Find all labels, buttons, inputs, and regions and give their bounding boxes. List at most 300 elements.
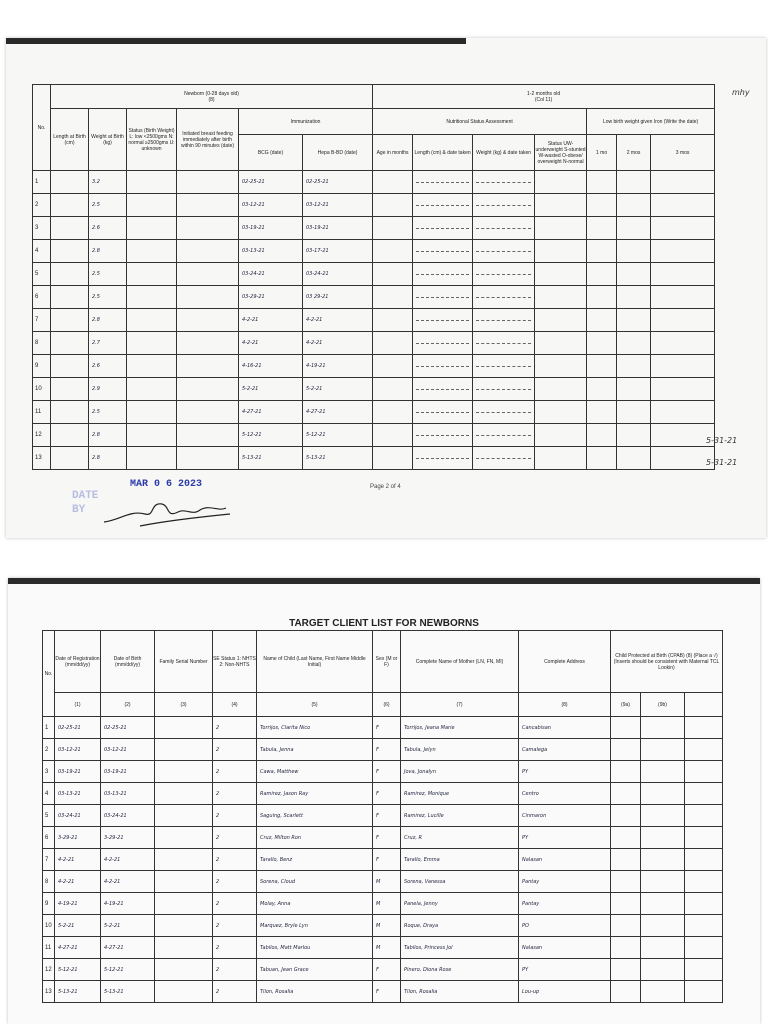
bcg-cell: 03-24-21: [239, 263, 303, 286]
breastfeeding-cell: [177, 332, 239, 355]
row-number: 8: [43, 871, 55, 893]
mo3-cell: [651, 286, 715, 309]
se-status-cell: 2: [213, 871, 257, 893]
cpab-total-cell: [685, 849, 723, 871]
row-number: 13: [43, 981, 55, 1003]
reg-date-cell: 02-25-21: [55, 717, 101, 739]
child-name-cell: Tilon, Rosalia: [257, 981, 373, 1003]
nut-status-cell: [535, 424, 587, 447]
child-name-cell: Ramirez, Jason Ray: [257, 783, 373, 805]
mo3-cell: [651, 217, 715, 240]
sex-cell: F: [373, 959, 401, 981]
cpab-total-cell: [685, 783, 723, 805]
length-taken-cell: [413, 217, 473, 240]
dotted-line: [476, 412, 531, 413]
cpab-9b-cell: [641, 959, 685, 981]
age-cell: [373, 378, 413, 401]
table-row: [33, 309, 715, 332]
breastfeeding-cell: [177, 194, 239, 217]
col-num-8: (8): [519, 693, 611, 717]
se-status-cell: 2: [213, 849, 257, 871]
hepab-cell: 03 29-21: [303, 286, 373, 309]
dotted-line: [416, 343, 469, 344]
mo3-cell: [651, 263, 715, 286]
cpab-9a-cell: [611, 827, 641, 849]
mo3-header: 3 mos: [651, 135, 715, 171]
se-status-cell: 2: [213, 893, 257, 915]
se-status-cell: 2: [213, 805, 257, 827]
table-row: [43, 871, 723, 893]
table-row: [43, 739, 723, 761]
weight-cell: 2.8: [89, 424, 127, 447]
breastfeeding-cell: [177, 286, 239, 309]
breastfeeding-cell: [177, 424, 239, 447]
length-taken-cell: [413, 309, 473, 332]
address-cell: Cancabisan: [519, 717, 611, 739]
mother-name-cell: Cruz, R: [401, 827, 519, 849]
mother-name-cell: Sorena, Vanessa: [401, 871, 519, 893]
cpab-total-cell: [685, 739, 723, 761]
mo1-cell: [587, 401, 617, 424]
cpab-9b-cell: [641, 915, 685, 937]
row-number: 9: [33, 355, 51, 378]
weight-cell: 2.6: [89, 355, 127, 378]
mother-name-cell: Pinero, Diona Rose: [401, 959, 519, 981]
dotted-line: [416, 320, 469, 321]
dotted-line: [476, 297, 531, 298]
mo1-cell: [587, 424, 617, 447]
reg-date-cell: 5-13-21: [55, 981, 101, 1003]
child-name-cell: Cruz, Milton Ron: [257, 827, 373, 849]
mother-name-cell: Ramirez, Monique: [401, 783, 519, 805]
row-number: 12: [33, 424, 51, 447]
mo2-header: 2 mos: [617, 135, 651, 171]
mother-name-cell: Tilon, Rosalia: [401, 981, 519, 1003]
sex-cell: F: [373, 827, 401, 849]
status-cell: [127, 424, 177, 447]
length-cell: [51, 309, 89, 332]
col-num-1: (1): [55, 693, 101, 717]
newborn-followup-table: [32, 84, 715, 470]
mo2-cell: [617, 217, 651, 240]
reg-date-cell: 5-12-21: [55, 959, 101, 981]
cpab-9b-cell: [641, 937, 685, 959]
bcg-cell: 5-13-21: [239, 447, 303, 470]
low-bw-header: Low birth weight given Iron (Write the date): [587, 109, 715, 135]
hepab-cell: 5-2-21: [303, 378, 373, 401]
fsn-cell: [155, 739, 213, 761]
dotted-line: [476, 458, 531, 459]
mo2-cell: [617, 194, 651, 217]
table-row: [43, 827, 723, 849]
cpab-9a-cell: [611, 893, 641, 915]
mo3-cell: [651, 378, 715, 401]
form-page-2: [8, 578, 760, 1024]
fsn-cell: [155, 893, 213, 915]
hepab-cell: 03-24-21: [303, 263, 373, 286]
sex-cell: F: [373, 805, 401, 827]
table-row: [33, 194, 715, 217]
weight-cell: 2.5: [89, 286, 127, 309]
reg-date-cell: 5-2-21: [55, 915, 101, 937]
nut-status-cell: [535, 378, 587, 401]
table-row: [43, 805, 723, 827]
length-taken-cell: [413, 424, 473, 447]
col-num-2: (2): [101, 693, 155, 717]
age-cell: [373, 332, 413, 355]
row-number: 13: [33, 447, 51, 470]
reg-date-cell: 03-13-21: [55, 783, 101, 805]
nut-status-cell: [535, 194, 587, 217]
cpab-9a-cell: [611, 915, 641, 937]
address-cell: Pantay: [519, 871, 611, 893]
age-cell: [373, 217, 413, 240]
age-cell: [373, 240, 413, 263]
dotted-line: [476, 343, 531, 344]
age-cell: [373, 447, 413, 470]
status-cell: [127, 355, 177, 378]
weight-taken-cell: [473, 424, 535, 447]
child-name-cell: Molay, Anna: [257, 893, 373, 915]
dotted-line: [416, 435, 469, 436]
row-number: 4: [43, 783, 55, 805]
mo1-cell: [587, 286, 617, 309]
nut-status-cell: [535, 447, 587, 470]
nut-status-header: Status UW-underweight S-stunted W-wasted O-obese/ overweight N-normal: [535, 135, 587, 171]
mother-name-cell: Tarallo, Emma: [401, 849, 519, 871]
breastfeeding-cell: [177, 401, 239, 424]
table-row: [33, 217, 715, 240]
se-header: SE Status 1: NHTS 2: Non-NHTS: [213, 631, 257, 693]
cpab-9a: (9a): [611, 693, 641, 717]
col-no-header: No.: [33, 85, 51, 171]
table-row: [33, 171, 715, 194]
se-status-cell: 2: [213, 959, 257, 981]
row-number: 6: [43, 827, 55, 849]
breastfeeding-header: Initiated breast feeding immediately after birth within 90 minutes (date): [177, 109, 239, 171]
child-name-cell: Tabuan, Jean Grace: [257, 959, 373, 981]
mother-name-cell: Torrijos, Jeana Marie: [401, 717, 519, 739]
dotted-line: [476, 251, 531, 252]
mo3-cell: [651, 355, 715, 378]
breastfeeding-cell: [177, 263, 239, 286]
weight-cell: 2.5: [89, 194, 127, 217]
row-number: 6: [33, 286, 51, 309]
row-number: 4: [33, 240, 51, 263]
cpab-9a-cell: [611, 959, 641, 981]
child-name-cell: Tarallo, Benz: [257, 849, 373, 871]
age-cell: [373, 401, 413, 424]
reg-date-cell: 03-19-21: [55, 761, 101, 783]
table-row: [43, 981, 723, 1003]
address-cell: PY: [519, 959, 611, 981]
fsn-cell: [155, 915, 213, 937]
sex-cell: F: [373, 739, 401, 761]
row-number: 10: [33, 378, 51, 401]
status-cell: [127, 378, 177, 401]
cpab-9b-cell: [641, 805, 685, 827]
mo1-cell: [587, 332, 617, 355]
mo2-cell: [617, 263, 651, 286]
child-name-cell: Marquez, Bryle Lyn: [257, 915, 373, 937]
hepab-header: Hepa B-BD (date): [303, 135, 373, 171]
breastfeeding-cell: [177, 309, 239, 332]
dob-cell: 03-24-21: [101, 805, 155, 827]
dob-cell: 3-29-21: [101, 827, 155, 849]
stamp-date: MAR 0 6 2023: [130, 479, 203, 490]
address-cell: PO: [519, 915, 611, 937]
mo2-cell: [617, 447, 651, 470]
length-taken-cell: [413, 332, 473, 355]
bcg-cell: 03-29-21: [239, 286, 303, 309]
sex-cell: F: [373, 761, 401, 783]
address-cell: PY: [519, 761, 611, 783]
dob-cell: 03-13-21: [101, 783, 155, 805]
weight-cell: 2.8: [89, 447, 127, 470]
fsn-cell: [155, 805, 213, 827]
table-row: [43, 959, 723, 981]
table-row: [43, 761, 723, 783]
cpab-9b-cell: [641, 981, 685, 1003]
mo2-cell: [617, 378, 651, 401]
bcg-cell: 4-2-21: [239, 309, 303, 332]
hepab-cell: 03-12-21: [303, 194, 373, 217]
age-header: Age in months: [373, 135, 413, 171]
cpab-9a-cell: [611, 783, 641, 805]
cpab-9a-cell: [611, 805, 641, 827]
mother-name-cell: Jova, Jonalyn: [401, 761, 519, 783]
weight-cell: 2.6: [89, 217, 127, 240]
mo2-cell: [617, 171, 651, 194]
mo1-cell: [587, 171, 617, 194]
sex-cell: M: [373, 937, 401, 959]
status-cell: [127, 309, 177, 332]
dotted-line: [416, 251, 469, 252]
nut-status-cell: [535, 332, 587, 355]
cpab-9b-cell: [641, 849, 685, 871]
age-cell: [373, 309, 413, 332]
col-num-3: (3): [155, 693, 213, 717]
row-number: 2: [43, 739, 55, 761]
se-status-cell: 2: [213, 937, 257, 959]
margin-note-2: 5-31-21: [706, 458, 738, 467]
breastfeeding-cell: [177, 217, 239, 240]
mo1-cell: [587, 263, 617, 286]
cpab-9b-cell: [641, 783, 685, 805]
bcg-cell: 4-27-21: [239, 401, 303, 424]
weight-taken-cell: [473, 355, 535, 378]
status-cell: [127, 194, 177, 217]
weight-taken-cell: [473, 263, 535, 286]
cpab-total-cell: [685, 893, 723, 915]
row-number: 8: [33, 332, 51, 355]
nut-status-cell: [535, 401, 587, 424]
weight-taken-cell: [473, 378, 535, 401]
cpab-9b-cell: [641, 761, 685, 783]
weight-taken-cell: [473, 217, 535, 240]
row-number: 11: [33, 401, 51, 424]
nut-status-cell: [535, 217, 587, 240]
hepab-cell: 4-2-21: [303, 332, 373, 355]
weight-taken-cell: [473, 286, 535, 309]
reg-date-cell: 4-27-21: [55, 937, 101, 959]
cpab-9a-cell: [611, 937, 641, 959]
stamp-date-label: DATE: [72, 490, 99, 502]
mo2-cell: [617, 286, 651, 309]
mo2-cell: [617, 332, 651, 355]
weight-cell: 2.8: [89, 240, 127, 263]
dotted-line: [416, 458, 469, 459]
hepab-cell: 4-27-21: [303, 401, 373, 424]
cpab-header: Child Protected at Birth (CPAB) (8) (Place a √) (Inserts should be consistent with Maternal TCL Lookin): [611, 631, 723, 693]
breastfeeding-cell: [177, 355, 239, 378]
cpab-total-cell: [685, 805, 723, 827]
col-num-5: (5): [257, 693, 373, 717]
address-cell: Centro: [519, 783, 611, 805]
row-number: 10: [43, 915, 55, 937]
cpab-9a-cell: [611, 871, 641, 893]
row-number: 1: [43, 717, 55, 739]
dotted-line: [416, 182, 469, 183]
immunization-header: Immunization: [239, 109, 373, 135]
length-taken-cell: [413, 355, 473, 378]
length-taken-cell: [413, 171, 473, 194]
table-row: [43, 893, 723, 915]
dob-cell: 4-2-21: [101, 871, 155, 893]
nut-status-cell: [535, 286, 587, 309]
table-row: [33, 263, 715, 286]
dotted-line: [476, 389, 531, 390]
dob-cell: 5-13-21: [101, 981, 155, 1003]
row-number: 12: [43, 959, 55, 981]
mo2-cell: [617, 424, 651, 447]
dotted-line: [416, 297, 469, 298]
sex-cell: M: [373, 893, 401, 915]
status-header: Status (Birth Weight) L: low <2500gms N: normal ≥2500gms U: unknown: [127, 109, 177, 171]
status-cell: [127, 286, 177, 309]
bcg-header: BCG (date): [239, 135, 303, 171]
hepab-cell: 5-12-21: [303, 424, 373, 447]
length-taken-cell: [413, 286, 473, 309]
dob-cell: 5-2-21: [101, 915, 155, 937]
cpab-9b-cell: [641, 893, 685, 915]
target-client-table: [42, 630, 723, 1003]
status-cell: [127, 171, 177, 194]
mo3-cell: [651, 194, 715, 217]
row-number: 5: [33, 263, 51, 286]
weight-cell: 2.7: [89, 332, 127, 355]
address-cell: Nalasan: [519, 937, 611, 959]
margin-note-1: 5-31-21: [706, 436, 738, 445]
bcg-cell: 03-12-21: [239, 194, 303, 217]
received-stamp: [70, 462, 250, 532]
row-number: 3: [33, 217, 51, 240]
dotted-line: [476, 366, 531, 367]
child-name-cell: Tabilos, Matt Marlou: [257, 937, 373, 959]
months-header: 1-2 months old (Col 11): [373, 85, 715, 109]
mother-header: Complete Name of Mother (LN, FN, MI): [401, 631, 519, 693]
dotted-line: [476, 274, 531, 275]
row-number: 3: [43, 761, 55, 783]
cpab-total-cell: [685, 981, 723, 1003]
length-taken-header: Length (cm) & date taken: [413, 135, 473, 171]
mo3-cell: [651, 171, 715, 194]
length-cell: [51, 263, 89, 286]
cpab-total-cell: [685, 761, 723, 783]
mo3-cell: [651, 401, 715, 424]
col-num-4: (4): [213, 693, 257, 717]
nut-status-cell: [535, 355, 587, 378]
row-number: 2: [33, 194, 51, 217]
bcg-cell: 4-2-21: [239, 332, 303, 355]
status-cell: [127, 263, 177, 286]
dob-cell: 4-2-21: [101, 849, 155, 871]
breastfeeding-cell: [177, 171, 239, 194]
dob-cell: 02-25-21: [101, 717, 155, 739]
age-cell: [373, 355, 413, 378]
reg-date-cell: 3-29-21: [55, 827, 101, 849]
cpab-9a-cell: [611, 739, 641, 761]
weight-taken-cell: [473, 401, 535, 424]
bcg-cell: 5-12-21: [239, 424, 303, 447]
sex-cell: M: [373, 915, 401, 937]
page-number: Page 2 of 4: [370, 484, 401, 490]
dob-header: Date of Birth (mm/dd/yy): [101, 631, 155, 693]
address-cell: PY: [519, 827, 611, 849]
hepab-cell: 4-19-21: [303, 355, 373, 378]
row-number: 7: [33, 309, 51, 332]
fsn-cell: [155, 761, 213, 783]
nutrition-header: Nutritional Status Assessment: [373, 109, 587, 135]
length-cell: [51, 332, 89, 355]
table-row: [43, 849, 723, 871]
cpab-9b-cell: [641, 871, 685, 893]
address-cell: Camalega: [519, 739, 611, 761]
row-number: 7: [43, 849, 55, 871]
weight-cell: 3.2: [89, 171, 127, 194]
length-taken-cell: [413, 378, 473, 401]
child-name-cell: Tabula, Jenna: [257, 739, 373, 761]
length-header: Length at Birth (cm): [51, 109, 89, 171]
row-number: 1: [33, 171, 51, 194]
stamp-by-label: BY: [72, 504, 86, 516]
length-taken-cell: [413, 240, 473, 263]
nut-status-cell: [535, 263, 587, 286]
newborn-rows: [33, 171, 715, 470]
weight-taken-cell: [473, 171, 535, 194]
client-rows: [43, 717, 723, 1003]
mo3-cell: [651, 332, 715, 355]
cpab-total-cell: [685, 937, 723, 959]
cpab-total-cell: [685, 915, 723, 937]
dob-cell: 03-19-21: [101, 761, 155, 783]
scan-edge: [6, 38, 466, 44]
dotted-line: [476, 182, 531, 183]
weight-taken-cell: [473, 240, 535, 263]
table-row: [33, 286, 715, 309]
length-cell: [51, 194, 89, 217]
child-name-cell: Sorena, Cloud: [257, 871, 373, 893]
newborn-header: Newborn (0-28 days old) (8): [51, 85, 373, 109]
weight-cell: 2.8: [89, 309, 127, 332]
mo1-cell: [587, 217, 617, 240]
child-name-cell: Saguing, Scarlett: [257, 805, 373, 827]
mo3-cell: [651, 240, 715, 263]
dotted-line: [416, 228, 469, 229]
address-header: Complete Address: [519, 631, 611, 693]
cpab-9a-cell: [611, 849, 641, 871]
cpab-9b-cell: [641, 717, 685, 739]
